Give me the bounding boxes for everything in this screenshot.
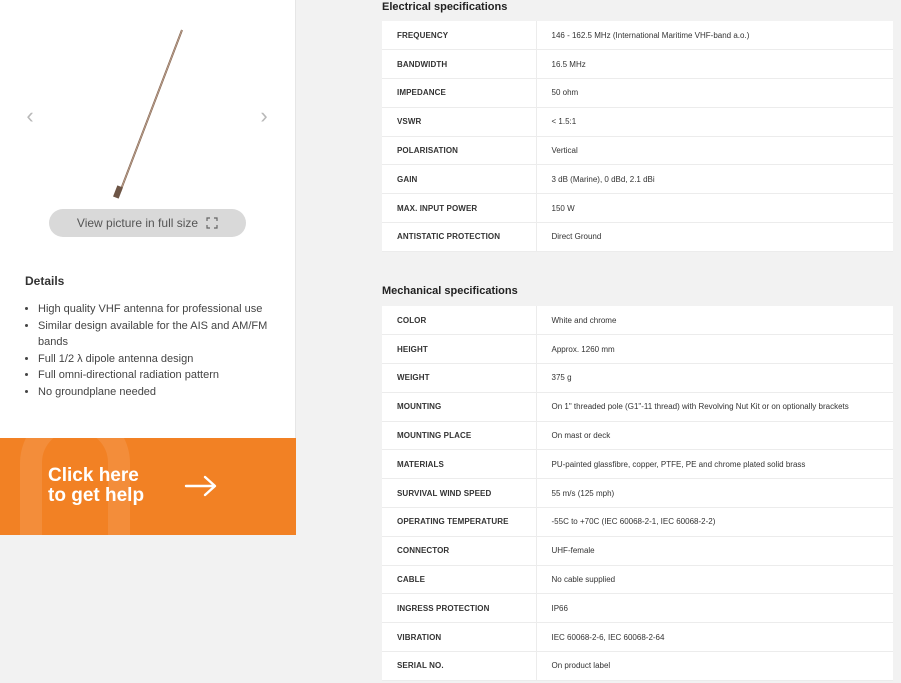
spec-key: VIBRATION <box>382 623 536 652</box>
spec-row <box>382 652 893 681</box>
spec-row <box>382 450 893 479</box>
spec-key: FREQUENCY <box>382 21 536 50</box>
spec-row <box>382 536 893 565</box>
product-gallery <box>0 0 296 205</box>
spec-key: MOUNTING <box>382 392 536 421</box>
spec-row <box>382 136 893 165</box>
product-card <box>0 0 296 438</box>
spec-key: IMPEDANCE <box>382 79 536 108</box>
spec-value: 55 m/s (125 mph) <box>536 479 893 508</box>
spec-value: IEC 60068-2-6, IEC 60068-2-64 <box>536 623 893 652</box>
spec-row <box>382 335 893 364</box>
spec-key: CABLE <box>382 565 536 594</box>
antenna-image <box>100 26 190 202</box>
spec-key: MOUNTING PLACE <box>382 421 536 450</box>
view-full-size-label: View picture in full size <box>76 216 199 230</box>
spec-row <box>382 421 893 450</box>
spec-row <box>382 364 893 393</box>
spec-value: 50 ohm <box>536 79 893 108</box>
spec-row <box>382 223 893 252</box>
spec-key: GAIN <box>382 165 536 194</box>
spec-row <box>382 79 893 108</box>
spec-key: ANTISTATIC PROTECTION <box>382 223 536 252</box>
spec-value: 16.5 MHz <box>536 50 893 79</box>
spec-key: SERIAL NO. <box>382 652 536 681</box>
spec-key: CONNECTOR <box>382 536 536 565</box>
spec-row <box>382 508 893 537</box>
help-text <box>48 466 144 506</box>
spec-row <box>382 50 893 79</box>
electrical-specs-title: Electrical specifications <box>382 1 508 13</box>
spec-row <box>382 165 893 194</box>
spec-key: POLARISATION <box>382 136 536 165</box>
spec-key: INGRESS PROTECTION <box>382 594 536 623</box>
spec-key: BANDWIDTH <box>382 50 536 79</box>
details-item: • Full 1/2 λ dipole antenna design <box>38 351 283 368</box>
spec-value: < 1.5:1 <box>536 107 893 136</box>
spec-row <box>382 623 893 652</box>
spec-value: 146 - 162.5 MHz (International Maritime VHF-band a.o.) <box>536 21 893 50</box>
details-item: • Similar design available for the AIS and AM/FM bands <box>38 318 283 351</box>
spec-value: PU-painted glassfibre, copper, PTFE, PE and chrome plated solid brass <box>536 450 893 479</box>
spec-key: OPERATING TEMPERATURE <box>382 508 536 537</box>
details-list <box>38 301 283 400</box>
gallery-next-icon[interactable]: › <box>260 103 268 128</box>
details-item: • High quality VHF antenna for professional use <box>38 301 283 318</box>
spec-row <box>382 565 893 594</box>
spec-value: IP66 <box>536 594 893 623</box>
expand-icon <box>206 217 218 229</box>
spec-key: SURVIVAL WIND SPEED <box>382 479 536 508</box>
spec-row <box>382 306 893 335</box>
spec-value: -55C to +70C (IEC 60068-2-1, IEC 60068-2-2) <box>536 508 893 537</box>
details-title: Details <box>25 274 65 288</box>
arrow-right-icon <box>184 474 218 498</box>
spec-value: Direct Ground <box>536 223 893 252</box>
spec-key: MATERIALS <box>382 450 536 479</box>
spec-value: On 1" threaded pole (G1"-11 thread) with Revolving Nut Kit or on optionally brackets <box>536 392 893 421</box>
details-item: • Full omni-directional radiation pattern <box>38 367 283 384</box>
spec-key: VSWR <box>382 107 536 136</box>
mechanical-specs-title: Mechanical specifications <box>382 285 518 297</box>
spec-value: White and chrome <box>536 306 893 335</box>
spec-value: On product label <box>536 652 893 681</box>
spec-value: On mast or deck <box>536 421 893 450</box>
spec-key: COLOR <box>382 306 536 335</box>
details-item: • No groundplane needed <box>38 384 283 401</box>
spec-row <box>382 194 893 223</box>
spec-value: UHF-female <box>536 536 893 565</box>
spec-row <box>382 594 893 623</box>
get-help-button[interactable] <box>0 438 296 535</box>
spec-key: WEIGHT <box>382 364 536 393</box>
spec-value: Approx. 1260 mm <box>536 335 893 364</box>
view-full-size-button[interactable] <box>49 209 246 237</box>
spec-value: 3 dB (Marine), 0 dBd, 2.1 dBi <box>536 165 893 194</box>
mechanical-specs-table <box>382 306 893 681</box>
spec-row <box>382 107 893 136</box>
spec-value: 375 g <box>536 364 893 393</box>
spec-row <box>382 392 893 421</box>
electrical-specs-table <box>382 21 893 252</box>
spec-row <box>382 479 893 508</box>
spec-key: HEIGHT <box>382 335 536 364</box>
spec-value: Vertical <box>536 136 893 165</box>
gallery-prev-icon[interactable]: ‹ <box>26 103 34 128</box>
help-line-2: to get help <box>48 485 145 506</box>
help-line-1: Click here <box>48 465 139 486</box>
spec-value: 150 W <box>536 194 893 223</box>
spec-value: No cable supplied <box>536 565 893 594</box>
spec-key: MAX. INPUT POWER <box>382 194 536 223</box>
spec-row <box>382 21 893 50</box>
